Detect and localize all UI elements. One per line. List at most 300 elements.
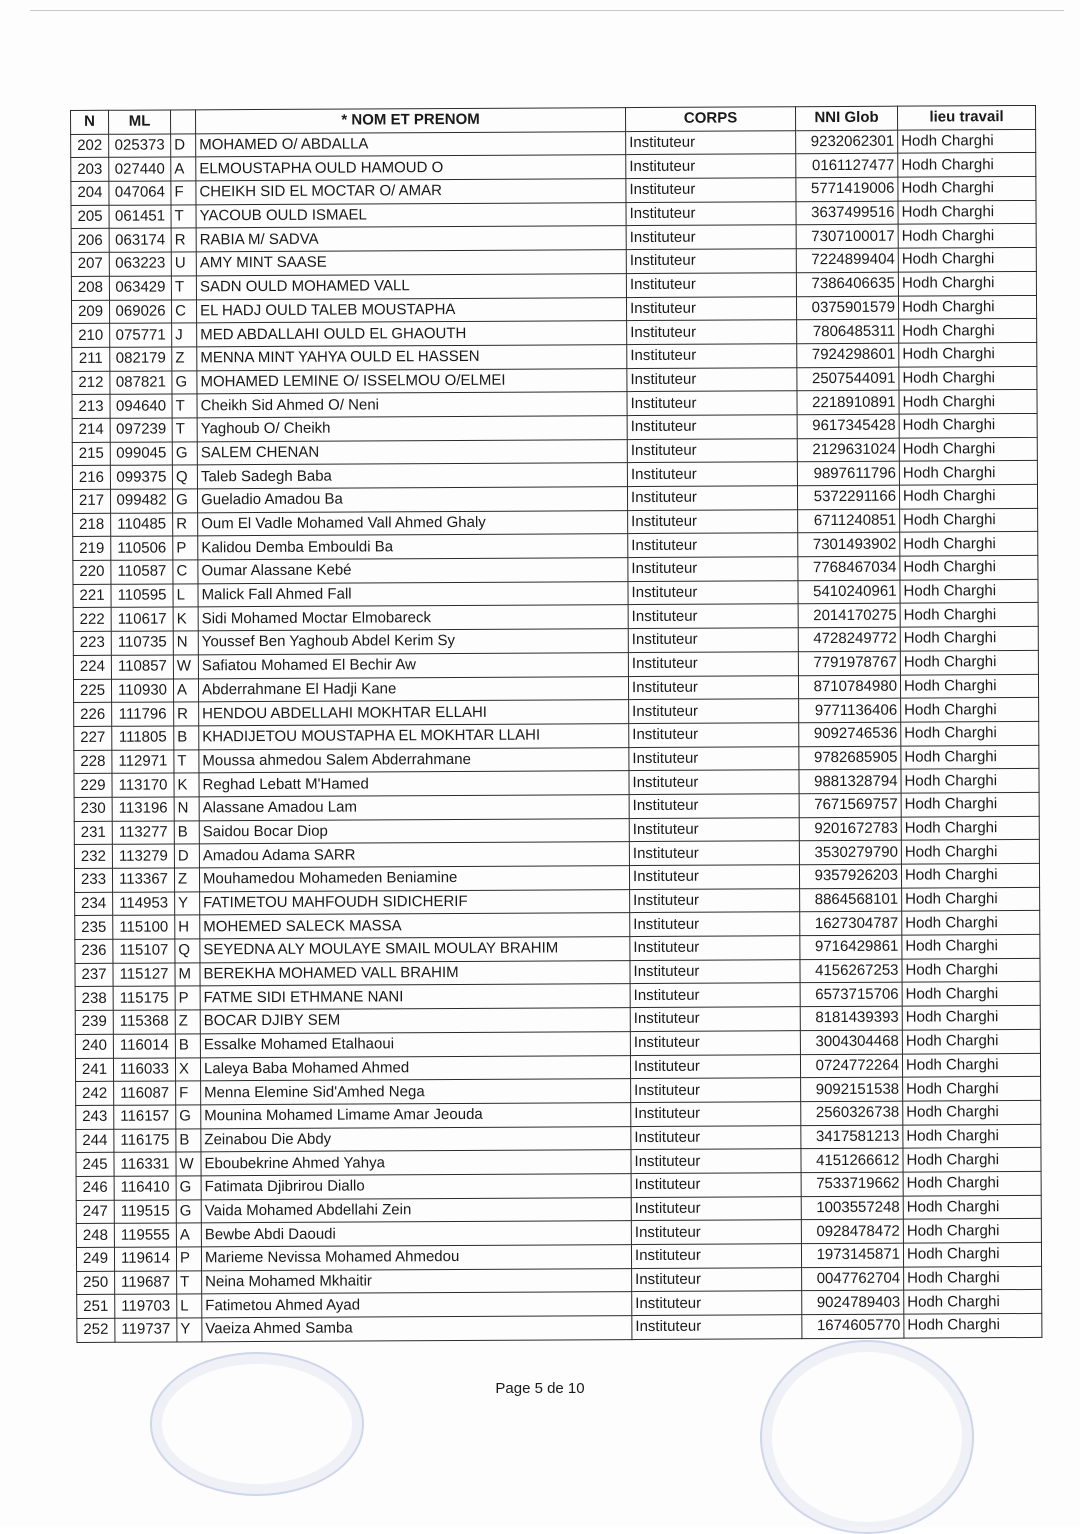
cell-corps: Instituteur — [628, 557, 798, 582]
cell-n: 252 — [77, 1318, 115, 1342]
cell-letter: L — [173, 584, 198, 608]
cell-lieu-travail: Hodh Charghi — [903, 1124, 1041, 1148]
cell-n: 233 — [74, 868, 112, 892]
cell-lieu-travail: Hodh Charghi — [901, 792, 1039, 816]
cell-corps: Instituteur — [628, 533, 798, 558]
cell-lieu-travail: Hodh Charghi — [898, 177, 1036, 201]
cell-ml: 111796 — [112, 702, 174, 726]
cell-ml: 116087 — [114, 1081, 176, 1105]
cell-nni: 3004304468 — [800, 1030, 902, 1054]
cell-letter: G — [176, 1105, 201, 1129]
cell-nom-prenom: MED ABDALLAHI OULD EL GHAOUTH — [197, 321, 627, 347]
cell-nom-prenom: HENDOU ABDELLAHI MOKHTAR ELLAHI — [199, 700, 629, 726]
cell-lieu-travail: Hodh Charghi — [902, 887, 1040, 911]
cell-n: 212 — [72, 371, 110, 395]
cell-n: 210 — [72, 323, 110, 347]
cell-nni: 8710784980 — [798, 675, 900, 699]
cell-n: 251 — [77, 1295, 115, 1319]
cell-ml: 061451 — [109, 205, 171, 229]
cell-lieu-travail: Hodh Charghi — [899, 342, 1037, 366]
cell-letter: B — [174, 820, 199, 844]
cell-corps: Instituteur — [632, 1315, 802, 1340]
cell-corps: Instituteur — [626, 201, 796, 226]
cell-n: 242 — [76, 1081, 114, 1105]
cell-ml: 110617 — [111, 607, 173, 631]
cell-n: 206 — [71, 229, 109, 253]
cell-corps: Instituteur — [627, 415, 797, 440]
cell-letter: Y — [175, 892, 200, 916]
cell-letter: D — [171, 134, 196, 158]
cell-n: 248 — [76, 1224, 114, 1248]
cell-corps: Instituteur — [631, 1244, 801, 1269]
cell-ml: 097239 — [110, 418, 172, 442]
cell-letter: P — [175, 986, 200, 1010]
cell-ml: 116410 — [114, 1176, 176, 1200]
cell-ml: 116331 — [114, 1152, 176, 1176]
cell-corps: Instituteur — [629, 865, 799, 890]
cell-nom-prenom: Eboubekrine Ahmed Yahya — [201, 1150, 631, 1176]
cell-nom-prenom: MOHAMED LEMINE O/ ISSELMOU O/ELMEI — [197, 368, 627, 394]
cell-nni: 1674605770 — [802, 1314, 904, 1338]
cell-corps: Instituteur — [628, 509, 798, 534]
cell-nni: 4151266612 — [801, 1148, 903, 1172]
cell-lieu-travail: Hodh Charghi — [900, 650, 1038, 674]
cell-corps: Instituteur — [631, 1102, 801, 1127]
cell-nom-prenom: Bewbe Abdi Daoudi — [201, 1221, 631, 1247]
cell-nni: 2129631024 — [797, 438, 899, 462]
cell-lieu-travail: Hodh Charghi — [898, 153, 1036, 177]
cell-corps: Instituteur — [630, 936, 800, 961]
cell-lieu-travail: Hodh Charghi — [898, 295, 1036, 319]
roster-body — [71, 129, 1042, 1342]
cell-ml: 113170 — [112, 773, 174, 797]
cell-lieu-travail: Hodh Charghi — [902, 958, 1040, 982]
cell-n: 217 — [72, 489, 110, 513]
cell-nni: 9617345428 — [797, 414, 899, 438]
cell-n: 219 — [73, 537, 111, 561]
cell-corps: Instituteur — [631, 1220, 801, 1245]
cell-corps: Instituteur — [626, 273, 796, 298]
cell-letter: U — [171, 252, 196, 276]
cell-letter: Q — [172, 465, 197, 489]
cell-lieu-travail: Hodh Charghi — [903, 1195, 1041, 1219]
cell-nom-prenom: Reghad Lebatt M'Hamed — [199, 771, 629, 797]
cell-lieu-travail: Hodh Charghi — [903, 1242, 1041, 1266]
cell-nom-prenom: RABIA M/ SADVA — [196, 226, 626, 252]
cell-nni: 1627304787 — [800, 912, 902, 936]
cell-lieu-travail: Hodh Charghi — [898, 200, 1036, 224]
cell-nni: 5372291166 — [797, 485, 899, 509]
cell-corps: Instituteur — [626, 296, 796, 321]
cell-ml: 075771 — [110, 323, 172, 347]
cell-n: 236 — [75, 939, 113, 963]
cell-letter: J — [172, 323, 197, 347]
cell-letter: N — [173, 631, 198, 655]
cell-lieu-travail: Hodh Charghi — [900, 532, 1038, 556]
cell-ml: 069026 — [109, 299, 171, 323]
cell-ml: 116175 — [114, 1129, 176, 1153]
cell-corps: Instituteur — [631, 1196, 801, 1221]
cell-n: 227 — [74, 726, 112, 750]
cell-nni: 1003557248 — [801, 1196, 903, 1220]
cell-letter: R — [173, 513, 198, 537]
cell-nni: 9201672783 — [799, 817, 901, 841]
cell-nom-prenom: Abderrahmane El Hadji Kane — [198, 676, 628, 702]
cell-corps: Instituteur — [630, 1031, 800, 1056]
cell-corps: Instituteur — [629, 770, 799, 795]
cell-lieu-travail: Hodh Charghi — [901, 769, 1039, 793]
cell-letter: Z — [172, 347, 197, 371]
cell-nom-prenom: BEREKHA MOHAMED VALL BRAHIM — [200, 960, 630, 986]
header-lieu-travail: lieu travail — [897, 105, 1035, 129]
cell-letter: X — [175, 1057, 200, 1081]
cell-corps: Instituteur — [629, 817, 799, 842]
cell-corps: Instituteur — [628, 580, 798, 605]
cell-n: 226 — [74, 702, 112, 726]
cell-corps: Instituteur — [630, 959, 800, 984]
cell-nni: 0928478472 — [801, 1219, 903, 1243]
cell-lieu-travail: Hodh Charghi — [899, 319, 1037, 343]
cell-corps: Instituteur — [630, 1054, 800, 1079]
cell-nom-prenom: Taleb Sadegh Baba — [197, 463, 627, 489]
cell-nni: 2507544091 — [797, 367, 899, 391]
cell-nni: 3530279790 — [799, 840, 901, 864]
cell-nom-prenom: FATME SIDI ETHMANE NANI — [200, 984, 630, 1010]
cell-nom-prenom: Oum El Vadle Mohamed Vall Ahmed Ghaly — [198, 510, 628, 536]
cell-ml: 099375 — [110, 465, 172, 489]
cell-n: 221 — [73, 584, 111, 608]
cell-lieu-travail: Hodh Charghi — [900, 603, 1038, 627]
cell-letter: T — [172, 394, 197, 418]
cell-nni: 7671569757 — [799, 793, 901, 817]
cell-n: 224 — [73, 655, 111, 679]
cell-corps: Instituteur — [630, 983, 800, 1008]
cell-nni: 7224899404 — [796, 248, 898, 272]
cell-nom-prenom: Kalidou Demba Embouldi Ba — [198, 534, 628, 560]
cell-n: 214 — [72, 418, 110, 442]
cell-ml: 119515 — [114, 1200, 176, 1224]
cell-nni: 7386406635 — [796, 272, 898, 296]
cell-corps: Instituteur — [630, 912, 800, 937]
cell-corps: Instituteur — [627, 320, 797, 345]
cell-nom-prenom: Essalke Mohamed Etalhaoui — [200, 1031, 630, 1057]
cell-nom-prenom: Amadou Adama SARR — [199, 842, 629, 868]
cell-letter: A — [176, 1223, 201, 1247]
cell-letter: F — [176, 1081, 201, 1105]
cell-ml: 027440 — [109, 157, 171, 181]
cell-letter: K — [173, 607, 198, 631]
cell-corps: Instituteur — [628, 652, 798, 677]
cell-nom-prenom: BOCAR DJIBY SEM — [200, 1008, 630, 1034]
cell-nom-prenom: Youssef Ben Yaghoub Abdel Kerim Sy — [198, 629, 628, 655]
cell-nom-prenom: Laleya Baba Mohamed Ahmed — [200, 1055, 630, 1081]
cell-nni: 6573715706 — [800, 983, 902, 1007]
cell-ml: 115368 — [113, 1010, 175, 1034]
cell-lieu-travail: Hodh Charghi — [902, 1006, 1040, 1030]
cell-letter: F — [171, 181, 196, 205]
cell-ml: 087821 — [110, 371, 172, 395]
cell-lieu-travail: Hodh Charghi — [899, 390, 1037, 414]
cell-ml: 116157 — [114, 1105, 176, 1129]
cell-n: 220 — [73, 560, 111, 584]
cell-corps: Instituteur — [629, 841, 799, 866]
cell-nni: 8864568101 — [800, 888, 902, 912]
cell-nni: 3637499516 — [796, 201, 898, 225]
cell-lieu-travail: Hodh Charghi — [899, 437, 1037, 461]
cell-corps: Instituteur — [628, 628, 798, 653]
cell-letter: P — [173, 536, 198, 560]
cell-lieu-travail: Hodh Charghi — [904, 1313, 1042, 1337]
cell-nni: 0161127477 — [796, 154, 898, 178]
cell-nni: 9716429861 — [800, 935, 902, 959]
cell-lieu-travail: Hodh Charghi — [900, 508, 1038, 532]
cell-lieu-travail: Hodh Charghi — [902, 1029, 1040, 1053]
cell-letter: G — [176, 1199, 201, 1223]
cell-ml: 111805 — [112, 726, 174, 750]
cell-letter: B — [176, 1128, 201, 1152]
cell-nni: 0047762704 — [802, 1267, 904, 1291]
cell-n: 244 — [76, 1129, 114, 1153]
cell-lieu-travail: Hodh Charghi — [904, 1266, 1042, 1290]
cell-lieu-travail: Hodh Charghi — [899, 461, 1037, 485]
cell-n: 231 — [74, 821, 112, 845]
cell-n: 247 — [76, 1200, 114, 1224]
cell-nom-prenom: Vaida Mohamed Abdellahi Zein — [201, 1197, 631, 1223]
cell-corps: Instituteur — [629, 723, 799, 748]
cell-nom-prenom: Moussa ahmedou Salem Abderrahmane — [199, 747, 629, 773]
official-stamp-left — [150, 1352, 364, 1496]
cell-nni: 7806485311 — [797, 319, 899, 343]
header-ml: ML — [109, 110, 171, 134]
cell-ml: 025373 — [109, 134, 171, 158]
cell-nom-prenom: AMY MINT SAASE — [196, 250, 626, 276]
cell-ml: 063174 — [109, 228, 171, 252]
cell-ml: 099045 — [110, 442, 172, 466]
cell-nom-prenom: SALEM CHENAN — [197, 439, 627, 465]
cell-n: 249 — [76, 1247, 114, 1271]
cell-nom-prenom: Zeinabou Die Abdy — [201, 1126, 631, 1152]
cell-nom-prenom: Saidou Bocar Diop — [199, 818, 629, 844]
cell-letter: W — [173, 655, 198, 679]
cell-ml: 119614 — [114, 1247, 176, 1271]
cell-ml: 115175 — [113, 986, 175, 1010]
cell-nom-prenom: Marieme Nevissa Mohamed Ahmedou — [201, 1245, 631, 1271]
cell-nom-prenom: Oumar Alassane Kebé — [198, 558, 628, 584]
cell-nni: 9092151538 — [801, 1077, 903, 1101]
cell-n: 207 — [71, 252, 109, 276]
cell-n: 246 — [76, 1176, 114, 1200]
cell-ml: 047064 — [109, 181, 171, 205]
cell-letter: Z — [175, 1010, 200, 1034]
cell-ml: 116014 — [113, 1034, 175, 1058]
cell-lieu-travail: Hodh Charghi — [900, 627, 1038, 651]
cell-lieu-travail: Hodh Charghi — [898, 248, 1036, 272]
header-corps: CORPS — [625, 107, 795, 132]
cell-letter: D — [174, 844, 199, 868]
cell-nom-prenom: Menna Elemine Sid'Amhed Nega — [201, 1079, 631, 1105]
cell-corps: Instituteur — [627, 344, 797, 369]
cell-ml: 110857 — [111, 655, 173, 679]
cell-n: 232 — [74, 845, 112, 869]
cell-corps: Instituteur — [630, 888, 800, 913]
cell-n: 245 — [76, 1153, 114, 1177]
cell-nom-prenom: Yaghoub O/ Cheikh — [197, 416, 627, 442]
cell-corps: Instituteur — [631, 1125, 801, 1150]
cell-lieu-travail: Hodh Charghi — [901, 698, 1039, 722]
cell-letter: W — [176, 1152, 201, 1176]
cell-ml: 063223 — [109, 252, 171, 276]
cell-corps: Instituteur — [631, 1173, 801, 1198]
cell-lieu-travail: Hodh Charghi — [901, 721, 1039, 745]
cell-lieu-travail: Hodh Charghi — [903, 1077, 1041, 1101]
cell-letter: R — [174, 702, 199, 726]
cell-n: 238 — [75, 987, 113, 1011]
cell-ml: 110930 — [111, 678, 173, 702]
cell-corps: Instituteur — [626, 225, 796, 250]
cell-n: 202 — [71, 134, 109, 158]
cell-letter: G — [172, 441, 197, 465]
cell-nom-prenom: Mouhamedou Mohameden Beniamine — [199, 866, 629, 892]
cell-nni: 9092746536 — [799, 722, 901, 746]
cell-lieu-travail: Hodh Charghi — [902, 982, 1040, 1006]
cell-ml: 115127 — [113, 963, 175, 987]
cell-n: 213 — [72, 395, 110, 419]
cell-n: 243 — [76, 1105, 114, 1129]
cell-corps: Instituteur — [629, 794, 799, 819]
cell-corps: Instituteur — [626, 130, 796, 155]
cell-lieu-travail: Hodh Charghi — [901, 745, 1039, 769]
header-nom-prenom: * NOM ET PRENOM — [196, 108, 626, 134]
cell-corps: Instituteur — [632, 1267, 802, 1292]
cell-nom-prenom: Safiatou Mohamed El Bechir Aw — [198, 652, 628, 678]
cell-nni: 9782685905 — [799, 746, 901, 770]
cell-nni: 9232062301 — [796, 130, 898, 154]
cell-nni: 6711240851 — [798, 509, 900, 533]
cell-n: 228 — [74, 750, 112, 774]
cell-nom-prenom: Cheikh Sid Ahmed O/ Neni — [197, 392, 627, 418]
cell-letter: G — [172, 370, 197, 394]
cell-nni: 7768467034 — [798, 556, 900, 580]
cell-corps: Instituteur — [629, 746, 799, 771]
cell-corps: Instituteur — [626, 249, 796, 274]
cell-lieu-travail: Hodh Charghi — [903, 1219, 1041, 1243]
cell-corps: Instituteur — [631, 1078, 801, 1103]
cell-lieu-travail: Hodh Charghi — [902, 934, 1040, 958]
cell-letter: T — [172, 418, 197, 442]
cell-n: 222 — [73, 608, 111, 632]
cell-letter: T — [171, 276, 196, 300]
cell-lieu-travail: Hodh Charghi — [899, 413, 1037, 437]
cell-lieu-travail: Hodh Charghi — [904, 1290, 1042, 1314]
cell-nom-prenom: Alassane Amadou Lam — [199, 795, 629, 821]
cell-corps: Instituteur — [632, 1291, 802, 1316]
cell-corps: Instituteur — [628, 604, 798, 629]
cell-n: 241 — [75, 1058, 113, 1082]
cell-letter: A — [173, 678, 198, 702]
cell-corps: Instituteur — [627, 367, 797, 392]
cell-n: 203 — [71, 158, 109, 182]
cell-nom-prenom: CHEIKH SID EL MOCTAR O/ AMAR — [196, 179, 626, 205]
cell-letter: G — [172, 489, 197, 513]
cell-nni: 2014170275 — [798, 604, 900, 628]
cell-corps: Instituteur — [627, 391, 797, 416]
cell-lieu-travail: Hodh Charghi — [899, 366, 1037, 390]
cell-corps: Instituteur — [626, 178, 796, 203]
cell-letter: M — [175, 963, 200, 987]
cell-nom-prenom: MOHAMED O/ ABDALLA — [196, 131, 626, 157]
cell-ml: 110485 — [111, 513, 173, 537]
cell-n: 235 — [75, 916, 113, 940]
cell-nom-prenom: FATIMETOU MAHFOUDH SIDICHERIF — [200, 889, 630, 915]
cell-ml: 116033 — [113, 1057, 175, 1081]
cell-ml: 113367 — [112, 868, 174, 892]
cell-nom-prenom: MENNA MINT YAHYA OULD EL HASSEN — [197, 344, 627, 370]
cell-n: 240 — [75, 1034, 113, 1058]
cell-nom-prenom: Malick Fall Ahmed Fall — [198, 581, 628, 607]
cell-n: 223 — [73, 631, 111, 655]
cell-lieu-travail: Hodh Charghi — [899, 484, 1037, 508]
cell-nom-prenom: Sidi Mohamed Moctar Elmobareck — [198, 605, 628, 631]
cell-nom-prenom: Fatimata Djibrirou Diallo — [201, 1174, 631, 1200]
cell-nni: 0375901579 — [796, 296, 898, 320]
cell-ml: 119687 — [115, 1271, 177, 1295]
cell-nni: 9771136406 — [799, 698, 901, 722]
cell-nni: 5410240961 — [798, 580, 900, 604]
cell-lieu-travail: Hodh Charghi — [902, 1053, 1040, 1077]
cell-lieu-travail: Hodh Charghi — [900, 674, 1038, 698]
cell-nom-prenom: SADN OULD MOHAMED VALL — [196, 273, 626, 299]
cell-n: 237 — [75, 963, 113, 987]
cell-nni: 5771419006 — [796, 177, 898, 201]
cell-letter: P — [176, 1247, 201, 1271]
cell-n: 218 — [73, 513, 111, 537]
cell-ml: 082179 — [110, 347, 172, 371]
cell-n: 234 — [75, 892, 113, 916]
cell-n: 229 — [74, 774, 112, 798]
cell-nom-prenom: Gueladio Amadou Ba — [197, 487, 627, 513]
cell-letter: Z — [174, 868, 199, 892]
cell-lieu-travail: Hodh Charghi — [902, 911, 1040, 935]
cell-ml: 110595 — [111, 584, 173, 608]
cell-nni: 7533719662 — [801, 1172, 903, 1196]
cell-corps: Instituteur — [629, 699, 799, 724]
cell-letter: Q — [175, 939, 200, 963]
roster-table — [70, 105, 1042, 1343]
cell-nni: 7924298601 — [797, 343, 899, 367]
cell-ml: 063429 — [109, 276, 171, 300]
cell-nom-prenom: Mounina Mohamed Limame Amar Jeouda — [201, 1102, 631, 1128]
cell-letter: K — [174, 773, 199, 797]
cell-corps: Instituteur — [631, 1149, 801, 1174]
cell-n: 216 — [72, 466, 110, 490]
header-nni: NNI Glob — [795, 106, 897, 130]
cell-nom-prenom: MOHEMED SALECK MASSA — [200, 913, 630, 939]
cell-n: 225 — [73, 679, 111, 703]
cell-n: 209 — [71, 300, 109, 324]
cell-nni: 9881328794 — [799, 769, 901, 793]
cell-ml: 110735 — [111, 631, 173, 655]
header-letter — [171, 110, 196, 134]
cell-lieu-travail: Hodh Charghi — [901, 863, 1039, 887]
cell-nom-prenom: EL HADJ OULD TALEB MOUSTAPHA — [196, 297, 626, 323]
cell-nni: 9897611796 — [797, 461, 899, 485]
cell-nni: 4728249772 — [798, 627, 900, 651]
cell-lieu-travail: Hodh Charghi — [901, 816, 1039, 840]
cell-ml: 112971 — [112, 750, 174, 774]
cell-corps: Instituteur — [628, 675, 798, 700]
cell-nom-prenom: Fatimetou Ahmed Ayad — [202, 1292, 632, 1318]
cell-n: 215 — [72, 442, 110, 466]
